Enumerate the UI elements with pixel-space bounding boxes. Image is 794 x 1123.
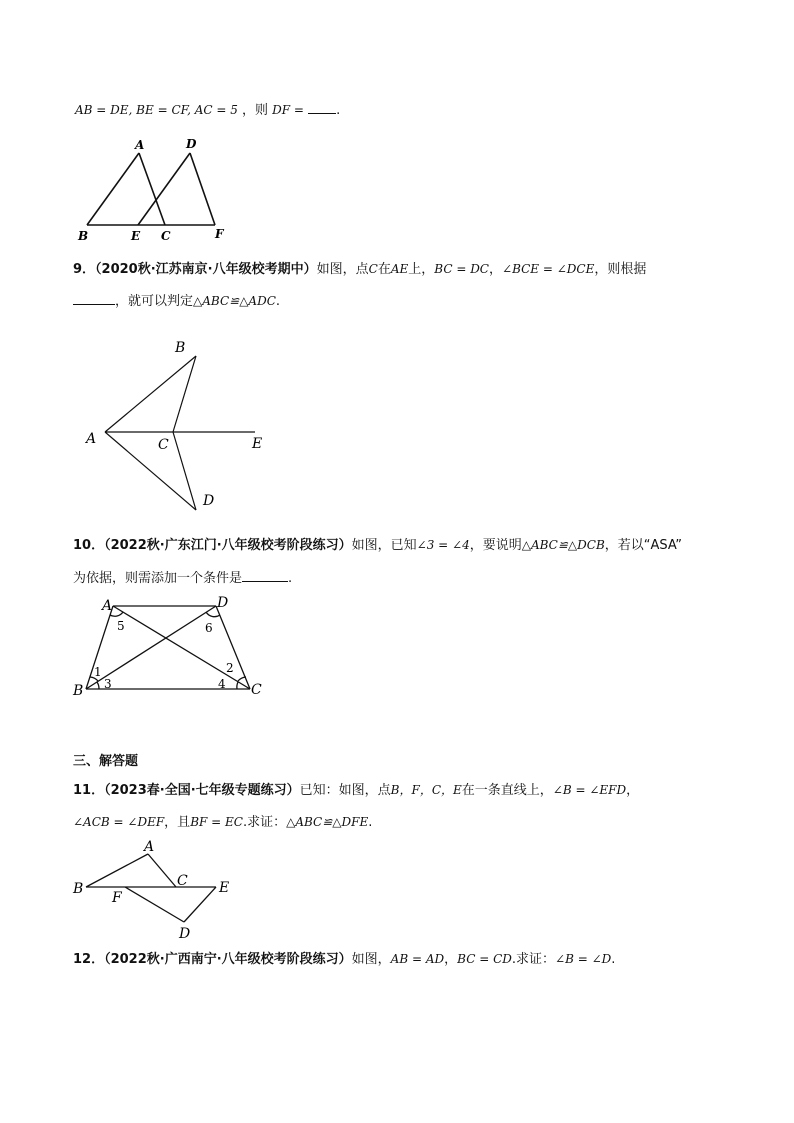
q11-points: B，F，C，E <box>390 783 462 797</box>
q10-angle-6: 6 <box>205 621 213 635</box>
q9-end: . <box>275 294 281 309</box>
q12-text2: .求证： <box>511 952 556 967</box>
q11-text4: .求证： <box>242 815 287 830</box>
q11-source: （2023春·全国·七年级专题练习） <box>104 783 300 798</box>
q9-cond1: BC = DC <box>434 262 489 276</box>
q11-text2: 在一条直线上， <box>461 783 553 798</box>
q10-angle-4: 4 <box>218 677 226 691</box>
q10-label-d: D <box>217 595 229 611</box>
q11-text1: 已知：如图，点 <box>299 783 391 798</box>
q8-end: . <box>336 103 341 118</box>
q12-cond2: BC = CD <box>457 952 512 966</box>
q10-angle-1: 1 <box>94 665 102 679</box>
q10-angle-5: 5 <box>117 619 125 633</box>
q11-congruence: △ABC≌△DFE <box>286 815 369 829</box>
q9-sep: ， <box>489 262 503 277</box>
q10-source: （2022秋·广东江门·八年级校考阶段练习） <box>104 538 352 553</box>
q8-ask-pre: ，则 <box>242 103 269 118</box>
q9-source: （2020秋·江苏南京·八年级校考期中） <box>95 262 317 277</box>
q11-label-d: D <box>179 926 191 942</box>
q9-text2: 在 <box>377 262 391 277</box>
q8-conditions: AB = DE, BE = CF, AC = 5 <box>75 103 238 117</box>
q9-var-c: C <box>368 262 378 276</box>
q9-label-b: B <box>175 340 186 356</box>
q12-source: （2022秋·广西南宁·八年级校考阶段练习） <box>104 952 352 967</box>
q11-cond3: BF = EC <box>190 815 243 829</box>
q9-text4: ，则根据 <box>594 262 647 277</box>
q10-cond: ∠3 = ∠4 <box>416 538 470 552</box>
q11-cond2: ∠ACB = ∠DEF <box>73 815 165 829</box>
q8-label-b: B <box>78 229 89 243</box>
q9-congruence: △ABC≌△ADC <box>193 294 276 308</box>
q9-line2: ，就可以判定 <box>115 294 194 309</box>
q8-label-d: D <box>186 137 197 151</box>
q8-label-c: C <box>161 229 171 243</box>
q10-text1: 如图，已知 <box>351 538 417 553</box>
q11-end: . <box>368 815 373 830</box>
q8-label-a: A <box>135 138 145 152</box>
q12-text1: 如图， <box>351 952 391 967</box>
q12-question-line1 <box>73 950 615 969</box>
q10-congruence: △ABC≌△DCB <box>521 538 605 552</box>
q9-label-d: D <box>203 493 215 509</box>
q12-sep: ， <box>444 952 458 967</box>
q11-label-b: B <box>73 881 84 897</box>
q10-text2: ，要说明 <box>469 538 522 553</box>
q9-var-ae: AE <box>390 262 409 276</box>
q10-angle-3: 3 <box>104 677 112 691</box>
q9-label-c: C <box>158 437 169 453</box>
q9-text3: 上， <box>408 262 435 277</box>
q11-label-f: F <box>112 890 122 906</box>
q11-label-c: C <box>177 873 188 889</box>
q9-label-e: E <box>252 436 263 452</box>
q9-cond2: ∠BCE = ∠DCE <box>502 262 595 276</box>
q12-cond1: AB = AD <box>390 952 445 966</box>
q11-label-e: E <box>219 880 230 896</box>
section-title: 三、解答题 <box>73 754 139 769</box>
q12-end: . <box>611 952 616 967</box>
q8-label-f: F <box>215 227 224 241</box>
q10-angle-2: 2 <box>226 661 234 675</box>
q8-ask-var: DF = <box>272 103 304 117</box>
q11-label-a: A <box>144 839 155 855</box>
q12-number: 12． <box>73 952 105 967</box>
q9-label-a: A <box>86 431 97 447</box>
q10-label-c: C <box>251 682 262 698</box>
q11-cond1: ∠B = ∠EFD <box>552 783 627 797</box>
q11-number: 11． <box>73 783 105 798</box>
q8-label-e: E <box>131 229 141 243</box>
q10-label-a: A <box>102 598 113 614</box>
q11-sep: ， <box>626 783 640 798</box>
q10-text3: ，若以“ASA” <box>604 538 682 553</box>
q10-line2: 为依据，则需添加一个条件是 <box>73 571 243 586</box>
q9-text1: 如图，点 <box>316 262 369 277</box>
q10-label-b: B <box>73 683 84 699</box>
q9-number: 9． <box>73 262 96 277</box>
q12-claim: ∠B = ∠D <box>555 952 612 966</box>
q10-number: 10． <box>73 538 105 553</box>
q10-end: . <box>288 571 293 586</box>
q11-text3: ，且 <box>164 815 191 830</box>
